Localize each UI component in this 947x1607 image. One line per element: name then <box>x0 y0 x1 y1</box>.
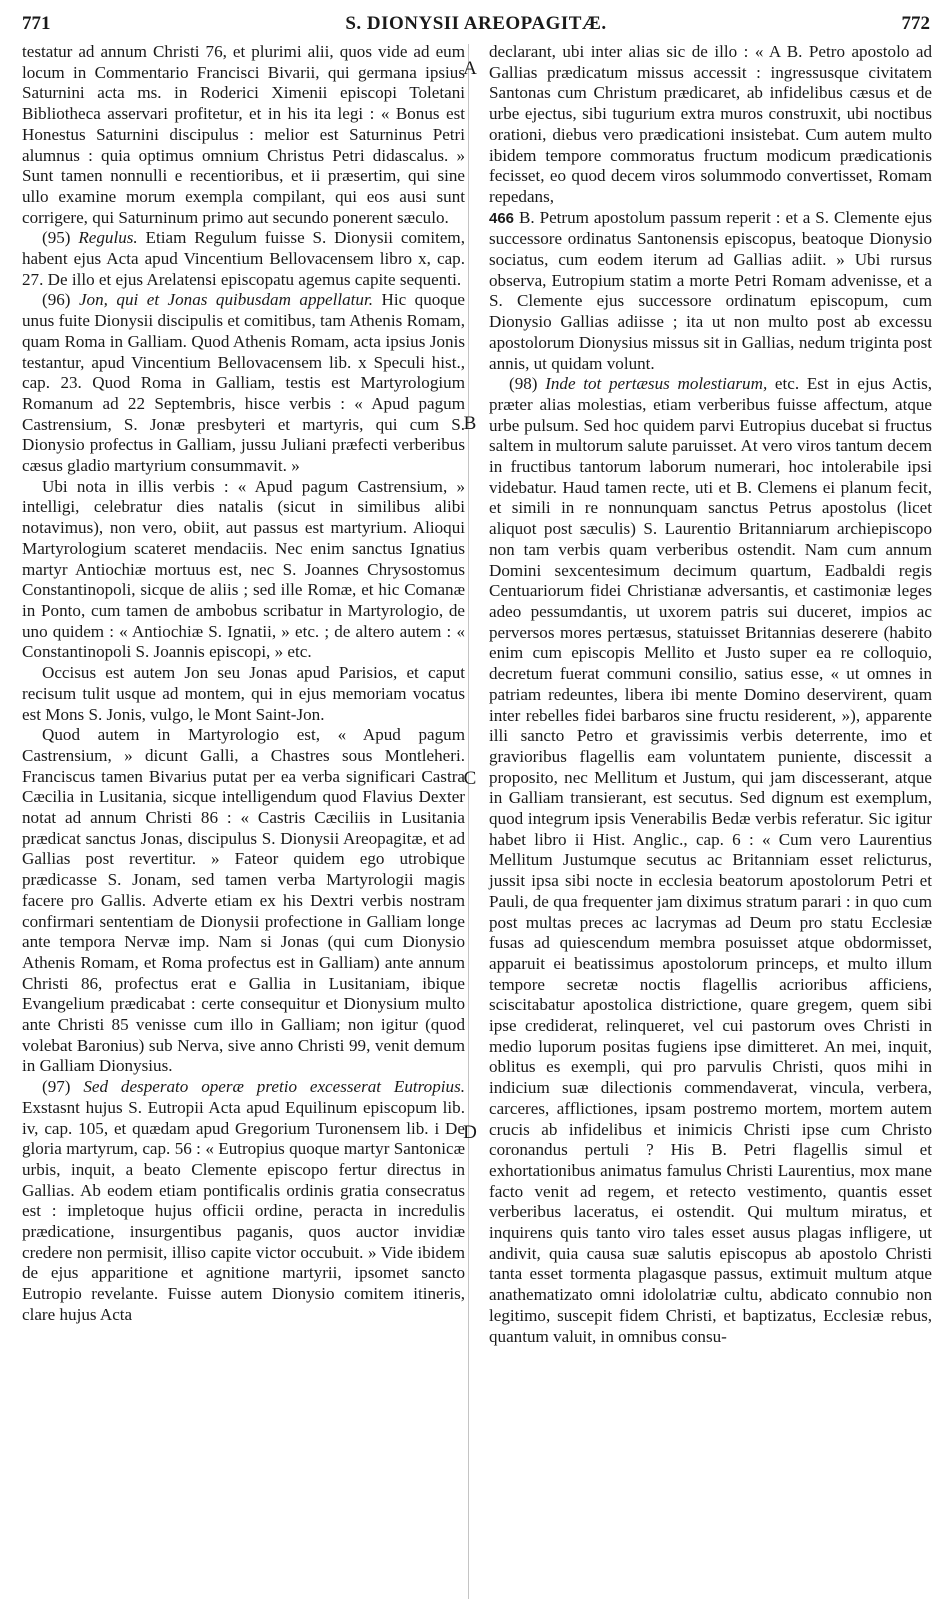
margin-letter-c: C <box>463 768 477 789</box>
note-lemma: Inde tot pertæsus molestiarum, <box>545 374 768 394</box>
note-95 <box>22 228 465 290</box>
paragraph-text: Exstasnt hujus S. Eutropii Acta apud Equilinum episcopum lib. iv, cap. 105, et quædam apud Gregorium Turonensem lib. i De gloria martyrum, cap. 56 : « Eutropius quoque martyr Santonicæ urbis, inquit, a beato Clemente episcopo fertur directus in Gallias. Ab eodem etiam pontificalis ordinis gratia consecratus est : impletoque hujus officii ordine, peracta in incredulis prædicatione, insurgentibus paganis, quos auctor invidiæ credere non permisit, illiso capite victor occubuit. » Vide ibidem de ejus apparitione et agnitione martyrii, ipsomet sancto Eutropio revelante. Fuisse autem Dionysio comitem itineris, clare hujus Acta <box>22 1097 465 1324</box>
paragraph <box>22 477 465 663</box>
page-number-right: 772 <box>901 13 930 34</box>
note-lemma: Jon, qui et Jonas quibusdam appellatur. <box>78 290 374 310</box>
margin-letter-a: A <box>463 58 477 79</box>
column-number: 466 <box>489 209 515 227</box>
paragraph-text: B. Petrum apostolum passum reperit : et a S. Clemente ejus successore ordinatus Santonensis episcopus, beatoque Dionysio sociatus, cum eodem iterum ad Gallias adiit. » Ubi rursus observa, Eutropium statim a morte Petri Romam advenisse, et a S. Clemente ejus successore ordinatum episcopum, cum Dionysio Gallias adiisse ; ita ut non multo post ab excessu apostolorum Dionysius missus sit in Gallias, nedum triginta post annis, ut quidam volunt. <box>489 207 932 373</box>
note-number: (98) <box>509 374 546 394</box>
left-column <box>22 42 465 1326</box>
paragraph-text: Occisus est autem Jon seu Jonas apud Parisios, et caput recisum tulit usque ad montem, qui in ejus memoriam vocatus est Mons S. Jonis, vulgo, le Mont Saint-Jon. <box>22 663 465 724</box>
running-title: S. DIONYSII AREOPAGITÆ. <box>345 13 607 34</box>
paragraph-text: declarant, ubi inter alias sic de illo : « A B. Petro apostolo ad Gallias prædicatum missus accessit : ingressusque civitatem Santonas cum Christum prædicaret, ab infidelibus cæsus et de urbe ejectus, sibi tugurium extra muros construxit, ubi noctibus orationi, diebus vero prædicationi insistebat. Cum autem multo ibidem tempore commoratus fructum modicum prædicationis fecisset, eo quod decem viros solummodo convertisset, Romam repedans, <box>489 42 932 206</box>
right-column <box>489 42 932 1347</box>
note-number: (96) <box>42 290 79 310</box>
paragraph-text: Hic quoque unus fuite Dionysii discipulis et comitibus, tam Athenis Romam, quam Roma in Galliam. Quod Athenis Romam, acta ipsius Jonis testantur, apud Vincentium Bellovacensem lib. x Speculi hist., cap. 23. Quod Roma in Galliam, testis est Martyrologium Romanum ad 22 Septembris, hisce verbis : « Apud pagum Castrensium, S. Jonæ presbyteri et martyris, qui cum S. Dionysio profectus in Galliam, jussu Juliani præfecti verberibus cæsus gladio martyrium consummavit. » <box>22 290 465 476</box>
page-number-left: 771 <box>22 13 51 34</box>
paragraph <box>489 42 932 208</box>
margin-letter-b: B <box>463 413 477 434</box>
note-lemma: Regulus. <box>78 228 138 248</box>
note-lemma: Sed desperato operæ pretio excesserat Eutropius. <box>83 1077 465 1097</box>
paragraph-text: etc. Est in ejus Actis, præter alias molestias, etiam verberibus fuisse affectum, atque urbe pulsum. Sed hoc quidem parvi Eutropius ducebat si fructus saltem in multorum salute paruisset. At vero viros tantum decem in fructibus tantorum laborum numerari, hoc intolerabile ipsi videbatur. Haud tamen recte, uti et B. Clemens ei planum fecit, et simili in re nonnunquam sanctus Petrus apostolus (licet aliquot post sæculis) S. Laurentio Britanniarum archiepiscopo non tam verbis quam verberibus ostendit. Nam cum annum Domini sexcentesimum decimum quartum, Eadbaldi regis Centuariorum fidei Christianæ adversantis, et castimoniæ leges adeo pessumdantis, ut uxorem patris sui duceret, impios ac perversos mores pertæsus, statuisset Britannias deserere (habito enim cum episcopis Mellito et Justo super ea re colloquio, decretum fuerat communi consilio, satius esse, « ut omnes in patriam redeuntes, libera ibi mente Domino deservirent, quam inter rebelles fidei barbaros sine fructu residerent, »), apparente illi sancto Petro et gravissimis verbis deterrente, imo et gravioribus flagellis eam voluntatem puniente, discessit a proposito, nec Mellitum et Justum, qui jam discesserant, atque in Galliam transierant, est secutus. Sed dignum est exemplum, quod integrum ipsis Venerabilis Bedæ verbis referatur. Sic igitur habet libro ii Hist. Anglic., cap. 6 : « Cum vero Laurentius Mellitum Justumque secutus ac Britanniam esset relicturus, jussit ipsa sibi nocte in ecclesia beatorum apostolorum Petri et Pauli, de qua frequenter jam diximus stratum parari : in quo cum post multas preces ac lacrymas ad Deum pro statu Ecclesiæ fusas ad quiescendum membra posuisset atque obdormisset, apparuit ei beatissimus apostolorum princeps, et multo illum tempore secretæ noctis flagellis acrioribus afficiens, sciscitabatur apostolica districtione, quare gregem, quem sibi ipse crediderat, relinqueret, vel cui pastorum oves Christi in medio luporum positas fugiens ipse dimitteret. An mei, inquit, oblitus es exempli, qui pro parvulis Christi, quos mihi in indicium suæ dilectionis commendaverat, vincula, verbera, carceres, afflictiones, ipsam postremo mortem, mortem autem crucis ab infidelibus et inimicis Christi ipse cum Christo coronandus pertuli ? His B. Petri flagellis simul et exhortationibus animatus famulus Christi Laurentius, mox mane facto venit ad regem, et retecto vestimento, quantis esset verberibus laceratus, ei ostendit. Qui multum miratus, et inquirens quis tanto viro tales esset ausus plagas infligere, ut andivit, quia causa suæ salutis episcopus ab apostolo Christi tanta esset tormenta plagasque passus, extimuit multum atque anathematizato omni idololatriæ cultu, abdicato connubio non legitimo, suscepit fidem Christi, et baptizatus, Ecclesiæ rebus, quantum valuit, in omnibus consu- <box>489 374 932 1346</box>
note-97 <box>22 1077 465 1325</box>
note-number: (95) <box>42 228 79 248</box>
column-separator <box>468 44 469 1599</box>
paragraph <box>22 42 465 228</box>
note-98 <box>489 374 932 1347</box>
paragraph-text: Etiam Regulum fuisse S. Dionysii comitem, habent ejus Acta apud Vincentium Bellovacensem libro x, cap. 27. De illo et ejus Arelatensi episcopatu agemus capite sequenti. <box>22 228 465 289</box>
note-number: (97) <box>42 1077 84 1097</box>
paragraph <box>22 663 465 725</box>
paragraph-text: Ubi nota in illis verbis : « Apud pagum Castrensium, » intelligi, celebratur dies natalis (sicut in similibus alibi notavimus), non vero, obiit, aut passus est martyrium. Alioqui Martyrologium scateret mendaciis. Nec enim sanctus Ignatius martyr Antiochiæ mortuus est, nec S. Joannes Chrysostomus Constantinopoli, sicque de aliis ; sed ille Romæ, et hic Comanæ in Ponto, cum tamen de ambobus scribatur in Martyrologio, de uno quidem : « Antiochiæ S. Ignatii, » etc. ; de altero autem : « Constantinopoli S. Joannis episcopi, » etc. <box>22 476 465 662</box>
margin-letter-d: D <box>463 1122 477 1143</box>
note-96 <box>22 290 465 476</box>
paragraph-text: testatur ad annum Christi 76, et plurimi alii, quos vide ad eum locum in Commentario Francisci Bivarii, qui germana ipsius Saturnini acta ms. in Roderici Ximenii episcopi Toletani Bibliotheca asservari profitetur, et in his ita legi : « Bonus est Honestus Saturnini discipulus : melior est Saturninus Petri alumnus : quia optimus omnium Christus Petri didascalus. » Sunt tamen nonnulli e recentioribus, et ii præsertim, qui sine ullo examine morum exempla compilant, qui eos ausi sunt corrigere, qui Saturninum primo aut secundo ponerent sæculo. <box>22 42 465 227</box>
paragraph <box>489 208 932 375</box>
running-header <box>22 13 930 37</box>
paragraph-text: Quod autem in Martyrologio est, « Apud pagum Castrensium, » dicunt Galli, a Chastres sous Montleheri. Franciscus tamen Bivarius putat per ea verba significari Castra Cæcilia in Lusitania, sicque intelligendum quod Flavius Dexter notat ad annum Christi 86 : « Castris Cæciliis in Lusitania prædicat sanctus Jonas, discipulus S. Dionysii Areopagitæ, et ad Gallias post revertitur. » Fateor quidem ego utrobique prædicasse S. Jonam, sed tamen verba Martyrologii magis facere pro Gallis. Adverte etiam ex his Dextri verbis nostram confirmari sententiam de Dionysii profectione in Galliam longe ante tempora Nervæ imp. Nam si Jonas (qui cum Dionysio Athenis Romam, et Roma profectus est in Galliam) ante annum Christi 86, profectus erat e Gallia in Lusitaniam, ibique Evangelium prædicabat : certe consequitur et Dionysium multo ante Christi 85 venisse cum illo in Galliam; non igitur (quod volebat Baronius) sub Nerva, sive anno Christi 99, venit demum in Galliam Dionysius. <box>22 725 465 1076</box>
paragraph <box>22 725 465 1077</box>
